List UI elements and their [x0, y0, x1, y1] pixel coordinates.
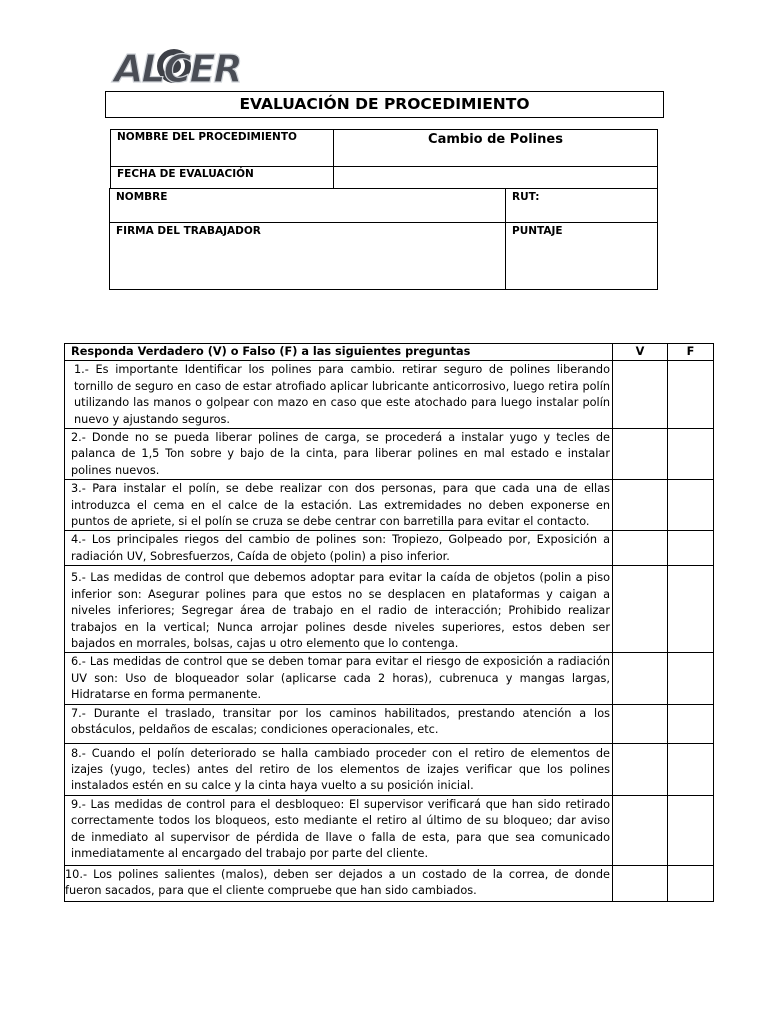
table-row: [65, 653, 714, 704]
question-text: 10.- Los polines salientes (malos), deben ser dejados a un costado de la correa, de donde fueron sacados, para que el cliente compruebe que han sido cambiados.: [65, 865, 613, 901]
answer-true-cell[interactable]: [613, 531, 668, 566]
answer-true-cell[interactable]: [613, 361, 668, 429]
question-text: 4.- Los principales riegos del cambio de polines son: Tropiezo, Golpeado por, Exposición a radiación UV, Sobresfuerzos, Caída de objeto (polin) a piso inferior.: [65, 531, 613, 566]
question-text: 9.- Las medidas de control para el desbloqueo: El supervisor verificará que han sido retirado correctamente todos los bloqueos, esto mediante el retiro al último de su bloqueo; dar aviso de inmediato al supervisor de pérdida de llave o falla de esta, para que sea comunicado inmediatamente al encargado del trabajo por parte del cliente.: [65, 795, 613, 865]
answer-false-cell[interactable]: [668, 566, 714, 653]
table-row: [65, 704, 714, 743]
answer-true-cell[interactable]: [613, 429, 668, 480]
company-logo: [110, 40, 260, 90]
answer-false-cell[interactable]: [668, 795, 714, 865]
answer-false-cell[interactable]: [668, 865, 714, 901]
question-text: 5.- Las medidas de control que debemos adoptar para evitar la caída de objetos (polin a piso inferior son: Asegurar polines para que estos no se desplacen en plataformas y caigan a niveles inferiores; Segregar área de trabajo en el radio de interacción; Prohibido realizar trabajos en la vertical; Nunca arrojar polines desde niveles superiores, estos deben ser bajados en morrales, bolsas, cajas u otro elemento que lo contenga.: [65, 566, 613, 653]
table-row: [65, 865, 714, 901]
score-label: PUNTAJE: [506, 223, 658, 290]
false-column-header: F: [668, 344, 714, 361]
worker-signature-label: FIRMA DEL TRABAJADOR: [110, 223, 506, 290]
answer-false-cell[interactable]: [668, 743, 714, 795]
page-title: EVALUACIÓN DE PROCEDIMIENTO: [105, 91, 664, 118]
answer-false-cell[interactable]: [668, 704, 714, 743]
answer-true-cell[interactable]: [613, 653, 668, 704]
questions-instruction: Responda Verdadero (V) o Falso (F) a las siguientes preguntas: [65, 344, 613, 361]
question-text: 2.- Donde no se pueda liberar polines de carga, se procederá a instalar yugo y tecles de palanca de 1,5 Ton sobre y bajo de la cinta, para liberar polines en mal estado e instalar polines nuevos.: [65, 429, 613, 480]
answer-true-cell[interactable]: [613, 566, 668, 653]
answer-false-cell[interactable]: [668, 531, 714, 566]
table-row: [65, 795, 714, 865]
question-text: 1.- Es importante Identificar los polines para cambio. retirar seguro de polines liberando tornillo de seguro en caso de estar atrofiado aplicar lubricante anticorrosivo, luego retira polín utilizando las manos o golpear con mazo en caso que este atochado para luego instalar polín nuevo y ajustando seguros.: [65, 361, 613, 429]
table-row: [65, 429, 714, 480]
table-row: [65, 361, 714, 429]
answer-false-cell[interactable]: [668, 429, 714, 480]
table-row: [65, 743, 714, 795]
answer-true-cell[interactable]: [613, 704, 668, 743]
question-text: 7.- Durante el traslado, transitar por los caminos habilitados, prestando atención a los obstáculos, peldaños de escalas; condiciones operacionales, etc.: [65, 704, 613, 743]
question-text: 6.- Las medidas de control que se deben tomar para evitar el riesgo de exposición a radiación UV son: Uso de bloqueador solar (aplicarse cada 2 horas), cubrenuca y mangas largas, Hidratarse en forma permanente.: [65, 653, 613, 704]
worker-name-label: NOMBRE: [110, 189, 506, 223]
true-column-header: V: [613, 344, 668, 361]
question-text: 8.- Cuando el polín deteriorado se halla cambiado proceder con el retiro de elementos de izajes (yugo, tecles) antes del retiro de los elementos de izajes verificar que los polines instalados estén en su calce y la cinta haya vuelto a su posición inicial.: [65, 743, 613, 795]
answer-true-cell[interactable]: [613, 795, 668, 865]
answer-false-cell[interactable]: [668, 653, 714, 704]
answer-false-cell[interactable]: [668, 361, 714, 429]
procedure-info-table: [110, 129, 658, 189]
answer-false-cell[interactable]: [668, 480, 714, 531]
answer-true-cell[interactable]: [613, 743, 668, 795]
evaluation-date-field[interactable]: [334, 167, 658, 189]
logo-text: ALCER: [114, 47, 241, 90]
question-text: 3.- Para instalar el polín, se debe realizar con dos personas, para que cada una de ellas introduzca el cema en el calce de la estación. Las extremidades no deben exponerse en puntos de apriete, si el polín se cruza se debe centrar con barretilla para evitar el contacto.: [65, 480, 613, 531]
answer-true-cell[interactable]: [613, 480, 668, 531]
table-row: [65, 566, 714, 653]
table-row: [65, 531, 714, 566]
rut-label: RUT:: [506, 189, 658, 223]
answer-true-cell[interactable]: [613, 865, 668, 901]
procedure-name-label: NOMBRE DEL PROCEDIMIENTO: [111, 130, 334, 167]
procedure-name-value[interactable]: Cambio de Polines: [334, 130, 658, 167]
true-false-questions-table: [64, 343, 714, 902]
evaluation-date-label: FECHA DE EVALUACIÓN: [111, 167, 334, 189]
worker-info-table: [109, 188, 658, 290]
table-row: [65, 480, 714, 531]
